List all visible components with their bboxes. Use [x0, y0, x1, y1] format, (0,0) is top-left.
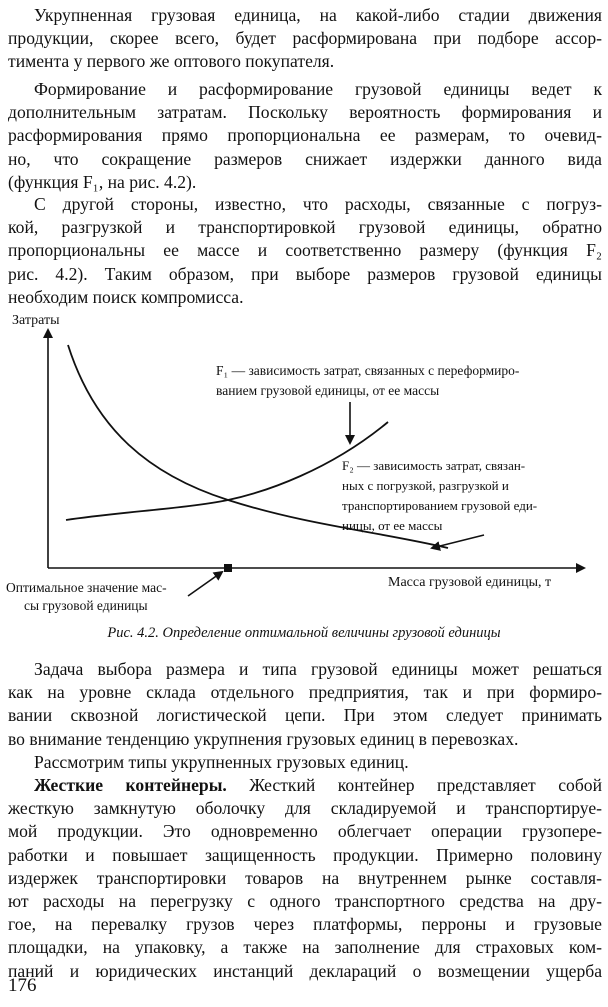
- paragraph-4: [8, 658, 602, 751]
- f2-label-line1: F₂ — зависимость затрат, связан-: [342, 458, 526, 473]
- f2-arrow: [432, 535, 484, 548]
- paragraph-3: [8, 193, 602, 309]
- optimum-arrow: [188, 572, 222, 596]
- text-line: расформирования прямо пропорциональна ее размерам, то очевид-: [8, 125, 602, 146]
- text-line: гое, на перевалку грузов через платформы, перроны и грузовые: [8, 914, 602, 935]
- f2-label-line4: ницы, от ее массы: [342, 518, 443, 533]
- paragraph-2: [8, 78, 602, 194]
- paragraph-5: [8, 751, 602, 774]
- paragraph-6: [8, 774, 602, 983]
- text-line: Формирование и расформирование грузовой единицы ведет к: [34, 79, 602, 99]
- text-line: во внимание тенденцию укрупнения грузовых единиц в перевозках.: [8, 728, 519, 749]
- f2-label-line3: транспортированием грузовой еди-: [342, 498, 538, 513]
- text-line: рис. 4.2). Таким образом, при выборе размеров грузовой единицы: [8, 263, 602, 284]
- text-line: площадки, на упаковку, а также на заполнение для страховых ком-: [8, 937, 602, 958]
- text-fragment: Жесткий контейнер представляет собой: [226, 775, 602, 795]
- curve-f2: [66, 422, 388, 520]
- text-line: С другой стороны, известно, что расходы, связанные с погруз-: [34, 194, 602, 214]
- text-line: кой, разгрузкой и транспортировкой грузовой единицы, обратно: [8, 217, 602, 238]
- paragraph-1: [8, 4, 602, 74]
- optimum-marker: [224, 564, 232, 572]
- bold-lead: Жесткие контейнеры.: [34, 775, 227, 795]
- text-line: (функция F₁, на рис. 4.2).: [8, 171, 197, 192]
- y-axis-label: Затраты: [12, 313, 60, 328]
- text-line: издержек транспортировки товаров на внутреннем рынке составля-: [8, 867, 602, 888]
- x-axis-label: Масса грузовой единицы, т: [388, 575, 552, 590]
- text-line: но, что сокращение размеров снижает издержки данного вида: [8, 148, 602, 169]
- f2-label-line2: ных с погрузкой, разгрузкой и: [342, 478, 509, 493]
- text-line: Рассмотрим типы укрупненных грузовых единиц.: [34, 752, 409, 772]
- figure-caption: Рис. 4.2. Определение оптимальной величины грузовой единицы: [107, 625, 501, 641]
- text-line: Задача выбора размера и типа грузовой единицы может решаться: [34, 659, 602, 679]
- page-number: 176: [8, 975, 37, 996]
- text-line: паний и юридических инстанций деклараций о возмещении ущерба: [8, 960, 602, 981]
- text-line: дополнительным затратам. Поскольку вероятность формирования и: [8, 102, 602, 123]
- text-line: работки и повышает защищенность продукции. Примерно половину: [8, 844, 602, 865]
- text-line: мой продукции. Это одновременно облегчает операции грузопере-: [8, 821, 602, 842]
- text-line: как на уровне склада отдельного предприятия, так и при формиро-: [8, 682, 602, 703]
- optimum-label-line1: Оптимальное значение мас-: [6, 580, 167, 595]
- text-line: необходим поиск компромисса.: [8, 286, 244, 307]
- text-line: вании сквозной логистической цепи. При этом следует принимать: [8, 705, 602, 726]
- figure-4-2: [0, 300, 608, 650]
- f1-label-line2: ванием грузовой единицы, от ее массы: [216, 383, 440, 398]
- text-line: Укрупненная грузовая единица, на какой-либо стадии движения: [34, 5, 602, 25]
- text-line: жесткую замкнутую оболочку для складируемой и транспортируе-: [8, 798, 602, 819]
- text-line: пропорциональны ее массе и соответственно размеру (функция F₂: [8, 240, 602, 261]
- text-line: тимента у первого же оптового покупателя.: [8, 51, 335, 72]
- text-line: [8, 774, 602, 797]
- f1-label-line1: F₁ — зависимость затрат, связанных с переформиро-: [216, 363, 520, 378]
- optimum-label-line2: сы грузовой единицы: [24, 598, 148, 613]
- text-line: продукции, скорее всего, будет расформирована при подборе ассор-: [8, 28, 602, 49]
- text-line: ют расходы на перегрузку с одного транспортного средства на дру-: [8, 891, 602, 912]
